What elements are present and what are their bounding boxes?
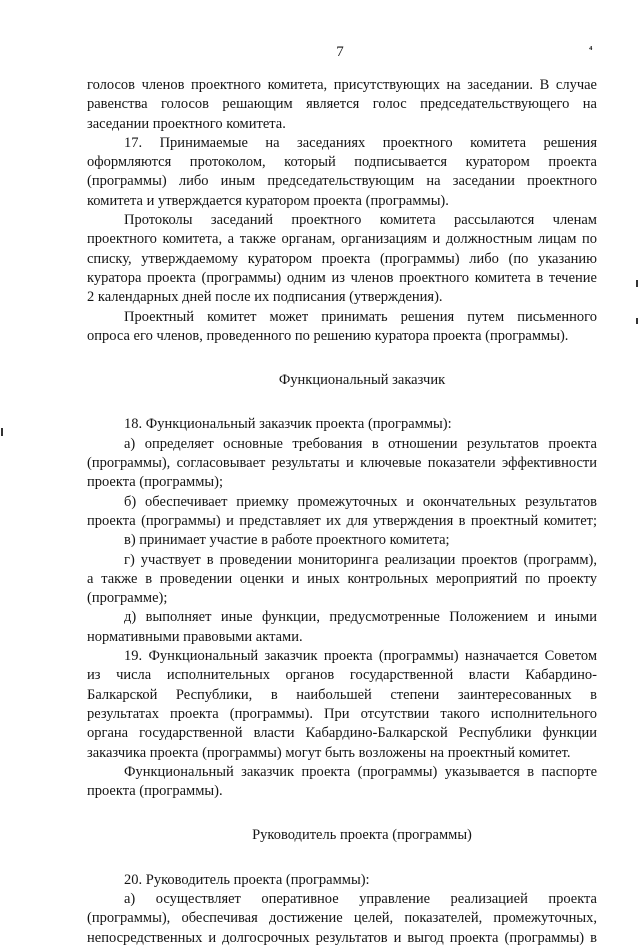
spacer bbox=[87, 846, 597, 871]
document-body bbox=[87, 76, 597, 948]
paragraph-written-poll bbox=[87, 308, 597, 347]
text-line: проекта (программы). bbox=[87, 783, 223, 800]
text-line: заседании проектного комитета. bbox=[87, 115, 286, 132]
text-line: проекта (программы); bbox=[87, 474, 223, 491]
paragraph-item-17 bbox=[87, 134, 597, 211]
paragraph-item-20 bbox=[87, 871, 597, 948]
text-line: Протоколы заседаний проектного комитета рассылаются членам bbox=[124, 212, 597, 229]
text-line: (программы), обеспечивая достижение целей, показателей, промежуточных, bbox=[87, 910, 597, 927]
text-line: а также в проведении оценки и иных контрольных мероприятий по проекту bbox=[87, 570, 597, 587]
text-line: 2 календарных дней после их подписания (утверждения). bbox=[87, 289, 443, 306]
text-line: г) участвует в проведении мониторинга реализации проектов (программ), bbox=[124, 551, 597, 568]
text-line: проекта (программы) и представляет их для утверждения в проектный комитет; bbox=[87, 512, 597, 529]
paragraph-item-18 bbox=[87, 415, 597, 647]
text-line: (программе); bbox=[87, 590, 168, 607]
text-line: опроса его членов, проведенного по решению куратора проекта (программы). bbox=[87, 327, 569, 344]
text-line: Проектный комитет может принимать решения путем письменного bbox=[124, 308, 597, 325]
text-line: 18. Функциональный заказчик проекта (программы): bbox=[124, 416, 452, 433]
text-line: д) выполняет иные функции, предусмотренные Положением и иными bbox=[124, 609, 597, 626]
text-line: голосов членов проектного комитета, присутствующих на заседании. В случае bbox=[87, 77, 597, 93]
text-line: оформляются протоколом, который подписывается куратором проекта bbox=[87, 154, 597, 171]
text-line: проектного комитета, а также органам, организациям и должностным лицам по bbox=[87, 231, 597, 248]
text-line: заказчика проекта (программы) могут быть возложены на проектный комитет. bbox=[87, 744, 571, 761]
text-line: равенства голосов решающим является голос председательствующего на bbox=[87, 96, 597, 113]
spacer bbox=[87, 801, 597, 826]
text-line: 20. Руководитель проекта (программы): bbox=[124, 871, 370, 888]
scan-edge-mark bbox=[1, 428, 3, 436]
text-line: (программы), согласовывает результаты и ключевые показатели эффективности bbox=[87, 455, 597, 472]
text-line: б) обеспечивает приемку промежуточных и окончательных результатов bbox=[124, 493, 597, 510]
text-line: куратора проекта (программы) одним из членов проектного комитета в течение bbox=[87, 269, 597, 286]
text-line: 17. Принимаемые на заседаниях проектного комитета решения bbox=[124, 134, 597, 151]
text-line: Функциональный заказчик проекта (программы) указывается в паспорте bbox=[124, 763, 597, 780]
text-line: в) принимает участие в работе проектного комитета; bbox=[124, 532, 450, 549]
paragraph-passport bbox=[87, 763, 597, 802]
text-line: нормативными правовыми актами. bbox=[87, 628, 303, 645]
text-line: 19. Функциональный заказчик проекта (программы) назначается Советом bbox=[124, 648, 597, 665]
text-line: (программы) либо иным председательствующим на заседании проектного bbox=[87, 173, 597, 190]
text-line: списку, утверждаемому куратором проекта (программы) либо (по указанию bbox=[87, 250, 597, 267]
text-line: комитета и утверждается куратором проекта (программы). bbox=[87, 192, 449, 209]
text-line: результатах проекта (программы). При отсутствии такого исполнительного bbox=[87, 705, 597, 722]
paragraph-item-19 bbox=[87, 647, 597, 763]
text-line: непосредственных и долгосрочных результатов и выгод проекта (программы) в bbox=[87, 929, 597, 946]
scan-edge-mark bbox=[636, 318, 638, 324]
spacer bbox=[87, 346, 597, 371]
text-line: а) осуществляет оперативное управление реализацией проекта bbox=[124, 890, 597, 907]
scan-edge-mark bbox=[636, 280, 638, 287]
section-heading: Функциональный заказчик bbox=[278, 372, 446, 389]
text-line: а) определяет основные требования в отношении результатов проекта bbox=[124, 435, 597, 452]
corner-mark: ⁴ bbox=[589, 44, 593, 56]
text-line: органа государственной власти Кабардино-Балкарской Республики функции bbox=[87, 725, 597, 742]
text-line: Балкарской Республики, в наибольшей степени заинтересованных в bbox=[87, 686, 597, 703]
text-line: из числа исполнительных органов государственной власти Кабардино- bbox=[87, 667, 597, 684]
paragraph-protocols bbox=[87, 211, 597, 307]
paragraph-continuation bbox=[87, 76, 597, 134]
spacer bbox=[87, 390, 597, 415]
page-number: 7 bbox=[336, 44, 344, 60]
section-heading: Руководитель проекта (программы) bbox=[252, 827, 472, 844]
